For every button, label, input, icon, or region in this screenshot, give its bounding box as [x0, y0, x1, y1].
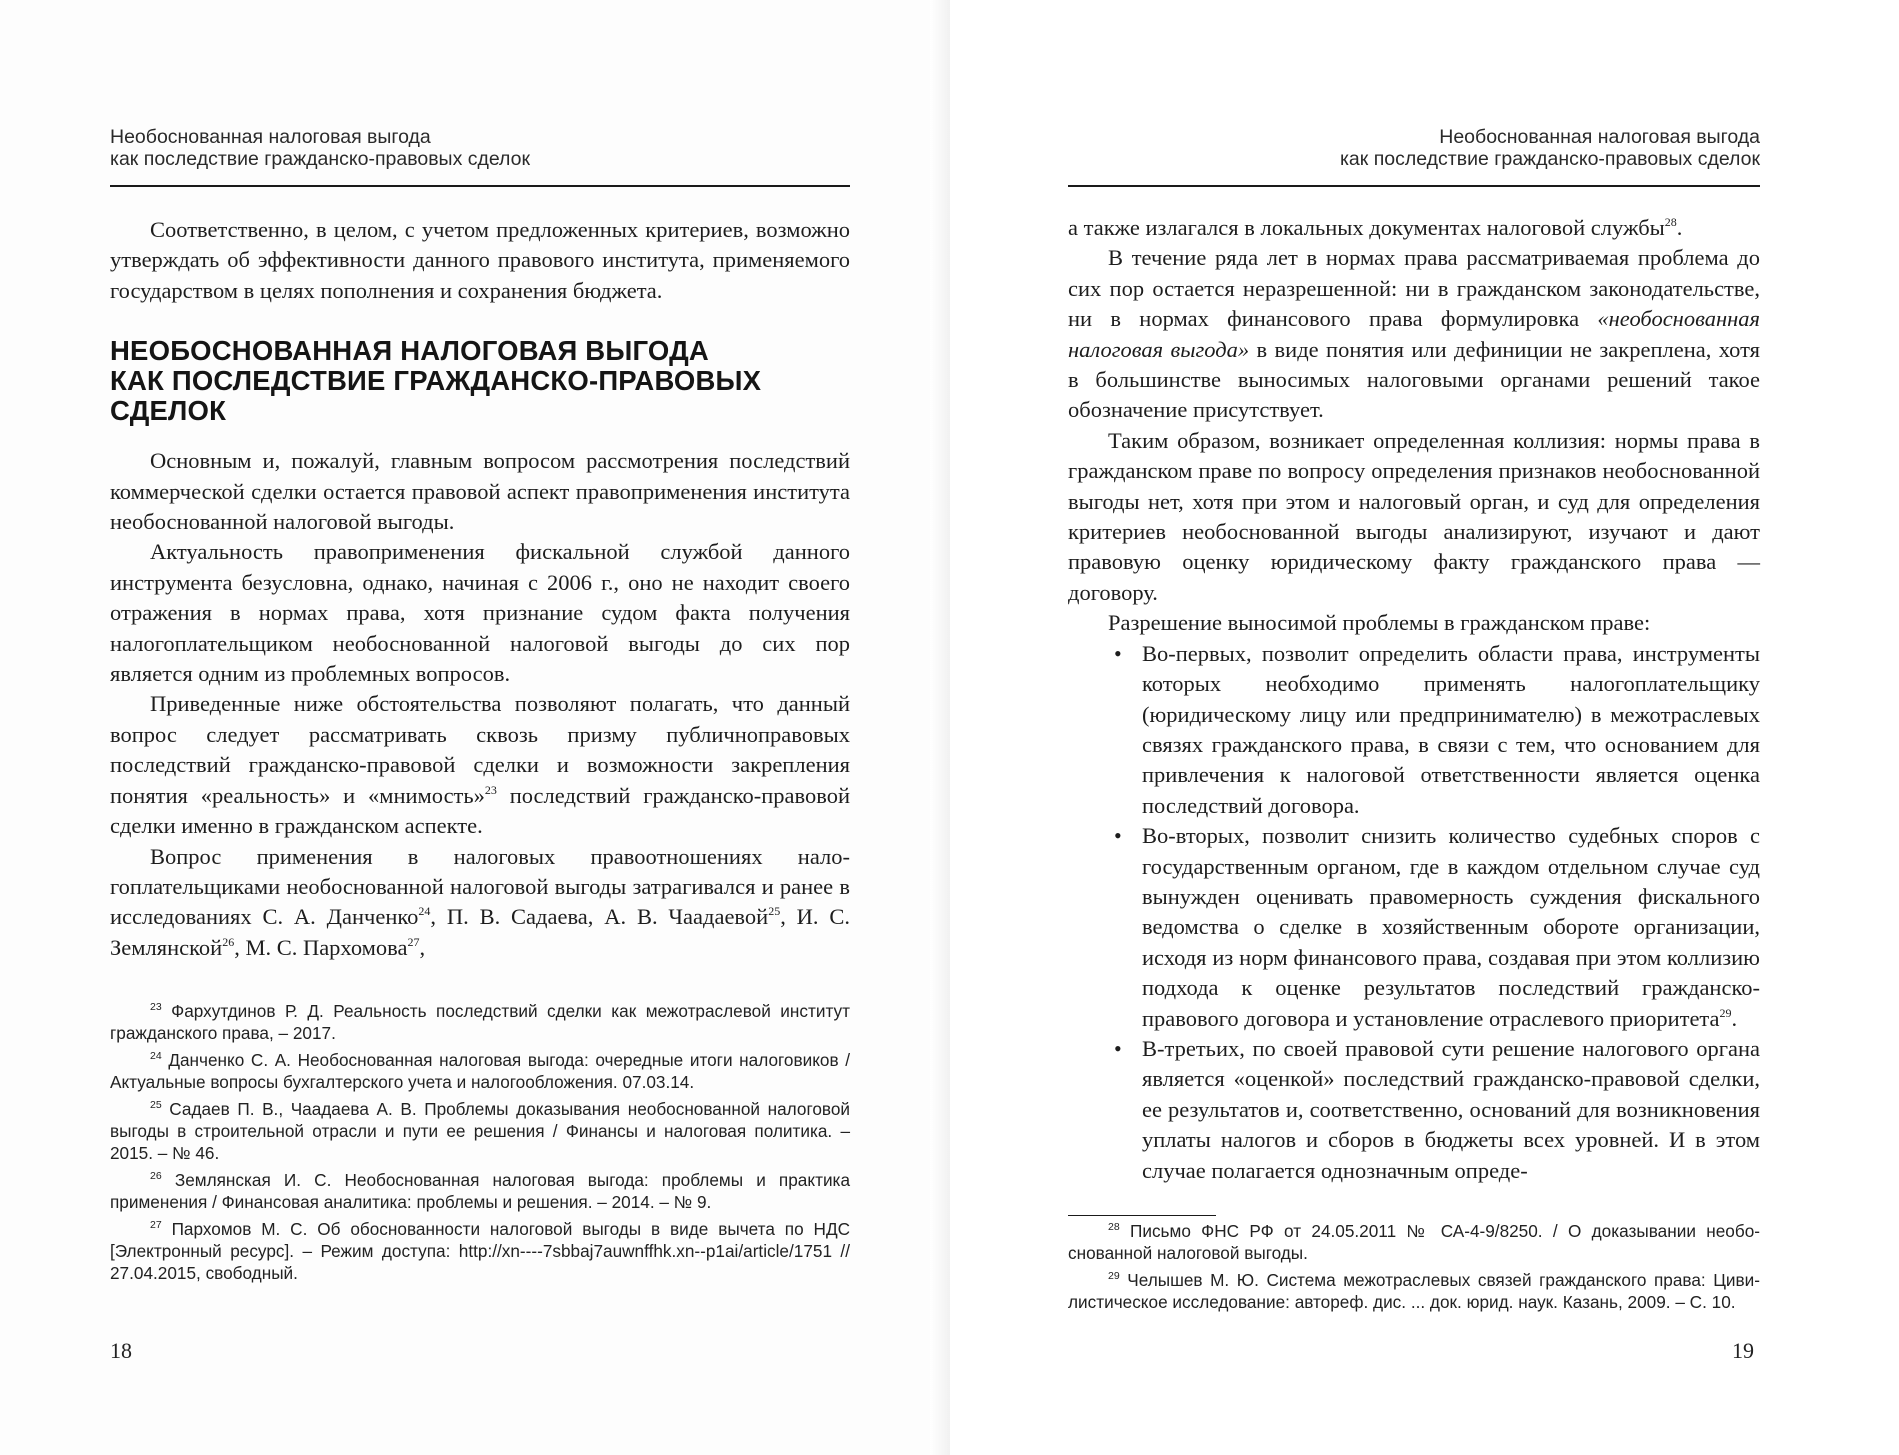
- bullet-icon: •: [1114, 823, 1122, 849]
- text-run: а также излагался в локальных документах налоговой службы: [1068, 215, 1665, 240]
- text-run: , П. В. Садаева, А. В. Чаадаевой: [430, 904, 769, 930]
- text-run: Вопрос применения в налоговых правоотношениях налогоплательщиками необоснованной налоговой выгоды затрагивался и ранее в исследованиях С. А. Данченко: [110, 843, 850, 930]
- footnote-ref[interactable]: 23: [484, 782, 497, 797]
- text-run: В течение ряда лет в нормах права рассматриваемая проблема до сих пор остается неразрешенной: ни в гражданском законодательстве, ни в нормах финансового права формулировка: [1068, 245, 1760, 332]
- bullet-icon: •: [1114, 640, 1122, 666]
- footnote: [110, 1050, 850, 1093]
- paragraph: Разрешение выносимой проблемы в гражданском праве:: [1108, 610, 1651, 636]
- list-item-text: Во-вторых, позволит снизить количество судебных споров с государственным органом, где в каждом отдельном случае суд вынужден оценивать правомерность суждения фискального ведомства о сделке в хозяйственным обороте организации, исходя из норм финансового права, создавая при этом коллизию подхода к оценке результатов последствий гражданско-правового договора и установление отраслевого приоритета: [1142, 823, 1760, 1031]
- footnote: [1068, 1270, 1760, 1313]
- text-run: Приведенные ниже обстоятельства позволяют полагать, что данный вопрос следует рассматривать сквозь призму публичноправовых последствий гражданско-правовой сделки и возможности закрепления понятия «реальность» и «мнимость»: [110, 691, 850, 808]
- main-text: [1068, 213, 1760, 1186]
- paragraph: Основным и, пожалуй, главным вопросом рассмотрения последствий коммерческой сделки остается правовой аспект правоприменения института необоснованной налоговой выгоды.: [110, 448, 850, 535]
- list-item-text: В-третьих, по своей правовой сути решение налогового органа является «оценкой» последствий гражданско-правовой сделки, ее результатов и, соответственно, оснований для возникновения уплаты налогов и сборов в бюджеты всех уровней. И в этом случае полагается однозначным опреде-: [1142, 1035, 1760, 1183]
- heading-line: СДЕЛОК: [110, 395, 227, 427]
- text-run: , И. С. Землянской: [110, 904, 850, 960]
- footnote-number: 25: [150, 1099, 162, 1112]
- text-run: , М. С. Пархомова: [234, 934, 408, 960]
- footnote-ref[interactable]: 29: [1719, 1005, 1732, 1020]
- heading-line: КАК ПОСЛЕДСТВИЕ ГРАЖДАНСКО-ПРАВОВЫХ: [110, 365, 762, 397]
- footnote-text: Землянская И. С. Необоснованная налоговая выгода: проблемы и практика применения / Финансовая аналитика: проблемы и решения. – 2014. – № 9.: [110, 1170, 850, 1212]
- footnote-text: Фархутдинов Р. Д. Реальность последствий сделки как межотраслевой институт гражданского права, – 2017.: [110, 1001, 850, 1043]
- footnote-ref[interactable]: 26: [222, 934, 235, 949]
- footnote-number: 26: [150, 1170, 162, 1183]
- footnote-text: Пархомов М. С. Об обоснованности налоговой выгоды в виде вычета по НДС [Электронный ресурс]. – Режим доступа: http://xn----7sbbaj7auwnffhk.xn--p1ai/article/1751 // 27.04.2015, свободный.: [110, 1219, 850, 1283]
- text-run: последствий гражданско-правовой сделки именно в гражданском аспекте.: [110, 782, 850, 839]
- footnote-text: Челышев М. Ю. Система межотраслевых связей гражданского права: Цивилистическое исследование: автореф. дис. ... док. юрид. наук. Казань, 2009. – С. 10.: [1068, 1270, 1760, 1312]
- footnote-ref[interactable]: 28: [1664, 215, 1677, 229]
- page-number: 19: [1732, 1338, 1754, 1363]
- list-item-text: Во-первых, позволит определить области права, инструменты которых необходимо применять налогоплательщику (юридическому лицу или предпринимателю) в межотраслевых связях гражданского права, в связи с тем, что основанием для привлечения к налоговой ответственности является оценка последствий договора.: [1142, 640, 1760, 818]
- footnote-number: 23: [150, 1001, 162, 1013]
- main-text: [110, 215, 850, 963]
- footnote-rule: [1068, 1215, 1216, 1216]
- footnote-ref[interactable]: 27: [407, 934, 420, 949]
- running-head-line: как последствие гражданско-правовых сделок: [110, 148, 531, 170]
- footnote-text: Данченко С. А. Необоснованная налоговая выгода: очередные итоги налоговиков / Актуальные вопросы бухгалтерского учета и налогообложения. 07.03.14.: [110, 1050, 850, 1092]
- paragraph: [1068, 213, 1760, 243]
- list-item: [1068, 1034, 1760, 1186]
- footnote-number: 28: [1108, 1221, 1120, 1233]
- heading-line: НЕОБОСНОВАННАЯ НАЛОГОВАЯ ВЫГОДА: [110, 335, 709, 367]
- list-item: [1068, 639, 1760, 821]
- footnote-number: 29: [1108, 1270, 1120, 1283]
- running-head-line: Необоснованная налоговая выгода: [1439, 126, 1760, 148]
- page-number: 18: [110, 1338, 132, 1363]
- paragraph: Актуальность правоприменения фискальной службой данного инструмента безусловна, однако, начиная с 2006 г., оно не находит своего отражения в нормах права, хотя признание судом факта получения налогоплательщиком необоснованной налоговой выгоды до сих пор является одним из проблемных вопросов.: [110, 539, 850, 687]
- paragraph: [1068, 243, 1760, 425]
- footnote-number: 27: [150, 1219, 162, 1232]
- paragraph: Таким образом, возникает определенная коллизия: нормы права в гражданском праве по вопросу определения признаков необоснованной выгоды нет, хотя при этом и налоговый орган, и суд для определения критериев необоснованной выгоды анализируют, изучают и дают правовую оценку юридическому факту гражданского права — договору.: [1068, 427, 1760, 605]
- footnote: [110, 1219, 850, 1284]
- footnote: [1068, 1221, 1760, 1264]
- footnote-text: Садаев П. В., Чаадаева А. В. Проблемы доказывания необоснованной налоговой выгоды в строительной отрасли и пути ее решения / Финансы и налоговая политика. – 2015. – № 46.: [110, 1099, 850, 1163]
- paragraph: [110, 842, 850, 964]
- text-run: .: [1676, 215, 1683, 240]
- paragraph: [110, 689, 850, 841]
- header-rule: [110, 185, 850, 187]
- list-item: [1068, 821, 1760, 1034]
- footnotes: [1068, 1221, 1760, 1319]
- footnote: [110, 1099, 850, 1164]
- text-run: в виде понятия или дефиниции не закреплена, хотя в большинстве выносимых налоговыми органами решений такое обозначение присутствует.: [1068, 336, 1761, 423]
- running-head-line: как последствие гражданско-правовых сделок: [1339, 148, 1760, 170]
- italic-term: «необоснованная налоговая выгода»: [1068, 306, 1760, 362]
- section-heading: [110, 336, 850, 426]
- text-run: ,: [419, 934, 426, 960]
- paragraph: Соответственно, в целом, с учетом предложенных критериев, возможно утверждать об эффективности данного правового института, применяемого государством в целях пополнения и сохранения бюджета.: [110, 217, 850, 303]
- footnote-number: 24: [150, 1050, 162, 1063]
- footnote-text: Письмо ФНС РФ от 24.05.2011 № СА-4-9/8250. / О доказывании необоснованной налоговой выгоды.: [1068, 1221, 1760, 1263]
- footnote-ref[interactable]: 25: [768, 904, 781, 919]
- text-run: .: [1731, 1005, 1738, 1031]
- footnote: [110, 1170, 850, 1213]
- running-head: [1060, 126, 1760, 170]
- header-rule: [1068, 185, 1760, 187]
- footnote: [110, 1001, 850, 1044]
- running-head: [110, 126, 850, 170]
- bullet-icon: •: [1114, 1035, 1122, 1061]
- footnote-ref[interactable]: 24: [418, 904, 431, 919]
- bullet-list: [1068, 639, 1760, 1186]
- right-page: [950, 0, 1899, 1455]
- footnotes: [110, 1001, 850, 1290]
- running-head-line: Необоснованная налоговая выгода: [110, 126, 431, 148]
